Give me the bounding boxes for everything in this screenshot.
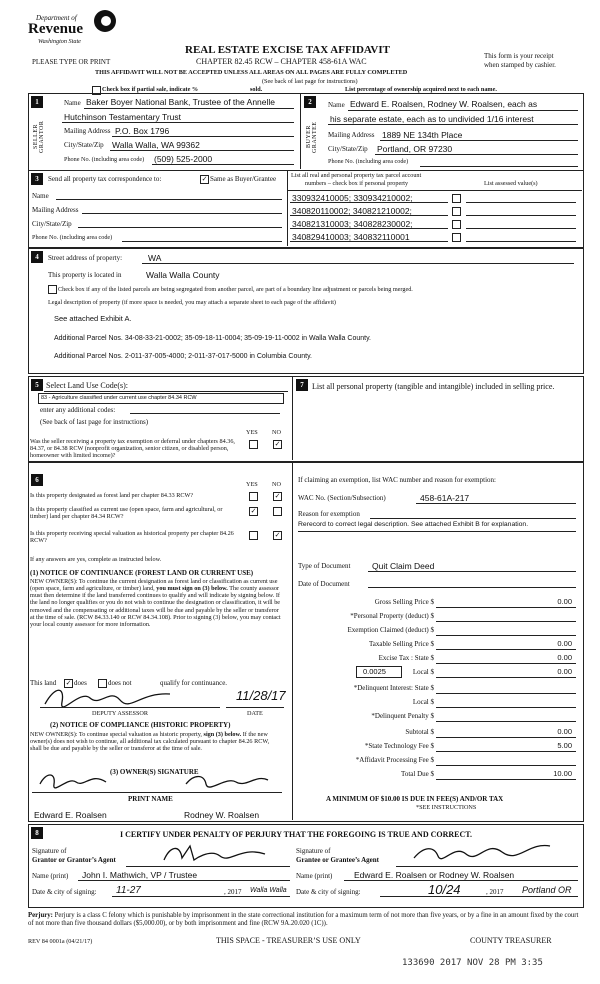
- seller-name-field[interactable]: Baker Boyer National Bank, Trustee of the Annelle: [86, 97, 276, 107]
- grantee-sig-label-1: Signature of: [296, 847, 331, 855]
- this-land-label: This land: [30, 679, 57, 687]
- see-instructions: *SEE INSTRUCTIONS: [416, 804, 477, 811]
- wac-label: WAC No. (Section/Subsection): [298, 494, 386, 502]
- treasurer-space: THIS SPACE - TREASURER’S USE ONLY: [216, 936, 361, 945]
- partial-sale-label: Check box if partial sale, indicate %: [102, 86, 199, 93]
- minimum-note: A MINIMUM OF $10.00 IS DUE IN FEE(S) AND/OR TAX: [326, 795, 504, 803]
- logo-state: Washington State: [38, 38, 81, 45]
- wac-field[interactable]: 458-61A-217: [420, 493, 470, 503]
- seller-city-label: City/State/Zip: [64, 141, 104, 149]
- seller-side-label: SELLER GRANTOR: [33, 120, 45, 154]
- compliance-title: (2) NOTICE OF COMPLIANCE (HISTORIC PROPERTY): [50, 721, 231, 729]
- personal-property-label: List all personal property (tangible and intangible) included in selling price.: [312, 382, 555, 391]
- land-use-label: Select Land Use Code(s):: [46, 381, 128, 390]
- qualify-label: qualify for continuance.: [160, 679, 228, 687]
- grantor-date-field[interactable]: 11-27: [116, 885, 141, 896]
- notice-text: [30, 578, 282, 628]
- seller-mailing-label: Mailing Address: [64, 127, 111, 135]
- grantor-sig-label-1: Signature of: [32, 847, 67, 855]
- seller-name-field-2[interactable]: Hutchinson Testamentary Trust: [64, 112, 182, 122]
- tax-row-personal-label: *Personal Property (deduct) $: [350, 612, 434, 620]
- tax-row-state-label: Excise Tax : State $: [378, 654, 434, 662]
- parcel-3-checkbox[interactable]: [452, 220, 461, 229]
- grantor-name-field[interactable]: John I. Mathwich, VP / Trustee: [82, 870, 198, 880]
- tax-row-gross-value[interactable]: 0.00: [557, 597, 572, 606]
- owner-signatures: [36, 770, 276, 792]
- land-does-label: does: [74, 679, 87, 687]
- grantee-signature[interactable]: [410, 838, 560, 864]
- compliance-text-1: NEW OWNER(S): To continue special valuation as historic property,: [30, 731, 202, 738]
- section-7-number: 7: [296, 379, 308, 391]
- tax-total-label: Total Due $: [401, 770, 434, 778]
- parcel-header-1: List all real and personal property tax parcel account: [291, 172, 422, 179]
- parcel-2-checkbox[interactable]: [452, 207, 461, 216]
- dor-logo: [28, 8, 128, 48]
- ownership-note: List percentage of ownership acquired next to each name.: [345, 86, 497, 93]
- correspondence-label: Send all property tax correspondence to:: [48, 175, 162, 183]
- receipt-note-2: when stamped by cashier.: [484, 61, 556, 69]
- land-use-no-header: NO: [272, 429, 281, 436]
- tax-row-taxable-label: Taxable Selling Price $: [368, 640, 434, 648]
- reason-field[interactable]: Rerecord to correct legal description. See attached Exhibit B for explanation.: [298, 521, 529, 528]
- land-use-yes-header: YES: [246, 429, 258, 436]
- buyer-mailing-label: Mailing Address: [328, 131, 375, 139]
- logo-revenue: Revenue: [28, 21, 83, 37]
- notice-text-2: The county assessor must then determine if the land transferred continues to qualify and will indicate by signing below. If the land no longer qualifies or you do not wish to continue the designation or classification, it will be removed and the compensating or additional taxes will be due and payable by the seller or transferor at the time of sale. (RCW 84.33.140 or RCW 84.34.108). Prior to signing (3) below, you may contact your local county assessor for more information.: [30, 585, 281, 628]
- deputy-assessor-label: DEPUTY ASSESSOR: [92, 710, 148, 717]
- owner-1-name[interactable]: Edward E. Roalsen: [34, 810, 107, 820]
- form-number: REV 84 0001a (04/21/17): [28, 938, 93, 945]
- doc-date-label: Date of Document: [298, 580, 350, 588]
- form-subtitle: CHAPTER 82.45 RCW – CHAPTER 458-61A WAC: [196, 57, 367, 66]
- local-rate-value: 0.0025: [363, 667, 386, 676]
- exemption-yes-checkbox[interactable]: [249, 440, 258, 449]
- grantor-city-field[interactable]: Walla Walla: [250, 887, 287, 894]
- forest-q1: Is this property designated as forest land per chapter 84.33 RCW?: [30, 492, 194, 499]
- buyer-side-label: BUYER GRANTEE: [306, 121, 318, 153]
- additional-parcels-2[interactable]: Additional Parcel Nos. 2-011-37-005-4000; 2-011-37-017-5000 in Columbia County.: [54, 353, 312, 360]
- seller-city-field[interactable]: Walla Walla, WA 99362: [112, 140, 200, 150]
- sold-label: sold.: [250, 86, 263, 93]
- grantee-sig-label-2: Grantee or Grantee’s Agent: [296, 856, 380, 864]
- doc-type-field[interactable]: Quit Claim Deed: [372, 561, 435, 571]
- buyer-city-field[interactable]: Portland, OR 97230: [377, 144, 453, 154]
- grantee-year: , 2017: [486, 888, 504, 896]
- notice-title: (1) NOTICE OF CONTINUANCE (FOREST LAND OR CURRENT USE): [30, 569, 254, 577]
- logo-dept: Department of: [36, 14, 77, 22]
- section-4-number: 4: [31, 251, 43, 263]
- land-does-checkbox[interactable]: ✓: [65, 679, 72, 687]
- seller-name-label: Name: [64, 99, 81, 107]
- grantor-signature[interactable]: [160, 842, 270, 866]
- parcel-2[interactable]: 340820110002; 340821210002;: [292, 206, 412, 216]
- buyer-name-field-2[interactable]: his separate estate, each as to undivided 1/16 interest: [330, 114, 534, 124]
- forest-q1-yes[interactable]: [249, 492, 258, 501]
- tax-local-value[interactable]: 0.00: [557, 667, 572, 676]
- section-5-number: 5: [31, 379, 43, 391]
- tax-delinquent-local-label: Local $: [412, 698, 434, 706]
- notice-bold: you must sign on (3) below.: [156, 585, 228, 593]
- claim-exemption-label: If claiming an exemption, list WAC number and reason for exemption:: [298, 476, 496, 484]
- forest-q2-yes[interactable]: ✓: [250, 507, 257, 515]
- section-6-number: 6: [31, 474, 43, 486]
- land-use-back-note: (See back of last page for instructions): [40, 418, 149, 426]
- corr-mailing-label: Mailing Address: [32, 206, 79, 214]
- parcel-1-checkbox[interactable]: [452, 194, 461, 203]
- section-3-number: 3: [31, 173, 43, 185]
- tax-subtotal-label: Subtotal $: [405, 728, 434, 736]
- certify-title: I CERTIFY UNDER PENALTY OF PERJURY THAT THE FOREGOING IS TRUE AND CORRECT.: [120, 830, 473, 839]
- if-yes-note: If any answers are yes, complete as instructed below.: [30, 556, 162, 563]
- tax-row-gross-label: Gross Selling Price $: [374, 598, 434, 606]
- tax-row-taxable-value[interactable]: 0.00: [557, 639, 572, 648]
- grantee-city-field[interactable]: Portland OR: [522, 885, 572, 895]
- notice-text-1: NEW OWNER(S): To continue the current designation as forest land or classification as current use (open space, farm and agriculture, or timber) land,: [30, 578, 278, 593]
- recording-stamp: 133690 2017 NOV 28 PM 3:35: [402, 958, 543, 968]
- forest-q3: Is this property receiving special valuation as historical property per chapter 84.26 RCW?: [30, 530, 234, 545]
- grantee-name-field[interactable]: Edward E. Roalsen or Rodney W. Roalsen: [354, 870, 515, 880]
- corr-phone-label: Phone No. (including area code): [32, 234, 113, 241]
- parcel-header-2: numbers – check box if personal property: [305, 180, 409, 187]
- owner-signature-label: (3) OWNER(S) SIGNATURE: [110, 768, 199, 776]
- tax-local-label: Local $: [412, 668, 434, 676]
- tax-total-value[interactable]: 10.00: [553, 769, 572, 778]
- assessor-date[interactable]: 11/28/17: [236, 688, 286, 703]
- exemption-no-checkbox[interactable]: ✓: [274, 440, 281, 448]
- street-label: Street address of property:: [48, 254, 123, 262]
- section-2-number: 2: [304, 96, 316, 108]
- additional-parcels-1[interactable]: Additional Parcel Nos. 34-08-33-21-0002; 35-09-18-11-0004; 35-09-19-11-0002 in Walla Walla County.: [54, 335, 371, 342]
- seller-phone-field[interactable]: (509) 525-2000: [154, 154, 213, 164]
- tax-technology-value[interactable]: 5.00: [557, 741, 572, 750]
- form-warning: THIS AFFIDAVIT WILL NOT BE ACCEPTED UNLESS ALL AREAS ON ALL PAGES ARE FULLY COMPLETED: [95, 69, 408, 76]
- buyer-mailing-field[interactable]: 1889 NE 134th Place: [382, 130, 463, 140]
- grantor-year: , 2017: [224, 888, 242, 896]
- land-use-code: 83 - Agriculture classified under current use chapter 84.34 RCW: [41, 395, 197, 401]
- parcel-4[interactable]: 340829410003; 340832110001: [292, 232, 410, 242]
- grantee-date-label: Date & city of signing:: [296, 888, 361, 896]
- county-treasurer: COUNTY TREASURER: [470, 936, 552, 945]
- same-as-buyer-checkbox[interactable]: ✓: [201, 175, 208, 183]
- tax-technology-label: *State Technology Fee $: [364, 742, 434, 750]
- seller-phone-label: Phone No. (including area code): [64, 156, 145, 163]
- reason-label: Reason for exemption: [298, 510, 360, 518]
- buyer-name-field[interactable]: Edward E. Roalsen, Rodney W. Roalsen, each as: [350, 99, 538, 109]
- land-use-select[interactable]: [38, 393, 284, 404]
- legal-label: Legal description of property (if more space is needed, you may attach a separate sheet to each page of the affidavit): [48, 299, 336, 306]
- back-page-note: (See back of last page for instructions): [262, 78, 358, 85]
- perjury-text: Perjury is a class C felony which is punishable by imprisonment in the state correctional institution for a maximum term of not more than five years, or by a fine in an amount fixed by the court of not more than five thousand dollars ($5,000.00), or by both imprisonment and fine (RCW 9A.20.020 (1C)).: [28, 912, 579, 927]
- located-label: This property is located in: [48, 271, 122, 279]
- print-note: PLEASE TYPE OR PRINT: [32, 58, 111, 66]
- corr-city-label: City/State/Zip: [32, 220, 72, 228]
- assessed-header: List assessed value(s): [484, 180, 538, 187]
- tax-subtotal-value[interactable]: 0.00: [557, 727, 572, 736]
- seller-mailing-field[interactable]: P.O. Box 1796: [115, 126, 170, 136]
- perjury-bold: Perjury:: [28, 912, 53, 919]
- forest-q1-no[interactable]: ✓: [274, 492, 281, 500]
- perjury-notice: [28, 912, 582, 928]
- grantee-name-label: Name (print): [296, 872, 333, 880]
- parcel-3[interactable]: 340821310003; 340828230002;: [292, 219, 413, 229]
- exemption-question: Was the seller receiving a property tax exemption or deferral under chapters 84.36, 84.37, or 84.38 RCW (nonprofit organization, senior citizen, or disabled person, homeowner with limited income)?: [30, 438, 235, 460]
- segregated-label: Check box if any of the listed parcels are being segregated from another parcel, are part of a boundary line adjustment or parcels being merged.: [58, 286, 413, 293]
- grantor-date-label: Date & city of signing:: [32, 888, 97, 896]
- corr-name-label: Name: [32, 192, 49, 200]
- parcel-1[interactable]: 330932410005; 330934210002;: [292, 193, 413, 203]
- land-does-not-label: does not: [108, 679, 132, 687]
- grantee-date-field[interactable]: 10/24: [428, 882, 461, 897]
- same-as-buyer-label: Same as Buyer/Grantee: [210, 175, 277, 183]
- section-8-number: 8: [31, 827, 43, 839]
- compliance-text: [30, 731, 282, 752]
- forest-q3-no[interactable]: ✓: [274, 531, 281, 539]
- compliance-text-2: If the new owner(s) does not wish to continue, all additional tax calculated pursuant to chapter 84.26 RCW, shall be due and payable by the seller or transferor at the time of sale.: [30, 731, 270, 753]
- forest-q2: Is this property classified as current use (open space, farm and agricultural, or timber) land per chapter 84.34 RCW?: [30, 506, 223, 521]
- buyer-name-label: Name: [328, 101, 345, 109]
- print-name-label: PRINT NAME: [128, 795, 173, 803]
- grantor-name-label: Name (print): [32, 872, 69, 880]
- segregated-checkbox[interactable]: [48, 285, 57, 294]
- tax-processing-label: *Affidavit Processing Fee $: [355, 756, 434, 764]
- street-field[interactable]: WA: [148, 253, 162, 263]
- section-1-number: 1: [31, 96, 43, 108]
- tax-row-exemption-label: Exemption Claimed (deduct) $: [347, 626, 434, 634]
- forest-q2-no[interactable]: [273, 507, 282, 516]
- compliance-bold: sign (3) below.: [203, 731, 242, 738]
- receipt-note-1: This form is your receipt: [484, 52, 554, 60]
- doc-type-label: Type of Document: [298, 562, 351, 570]
- legal-field[interactable]: See attached Exhibit A.: [54, 314, 132, 323]
- owner-2-name[interactable]: Rodney W. Roalsen: [184, 810, 260, 820]
- parcel-4-checkbox[interactable]: [452, 233, 461, 242]
- tax-delinquent-state-label: *Delinquent Interest: State $: [353, 684, 434, 692]
- tax-delinquent-penalty-label: *Delinquent Penalty $: [371, 712, 434, 720]
- forest-q3-yes[interactable]: [249, 531, 258, 540]
- forest-no-header: NO: [272, 481, 281, 488]
- assessor-date-label: DATE: [247, 710, 263, 717]
- tax-row-state-value[interactable]: 0.00: [557, 653, 572, 662]
- grantor-sig-label-2: Grantor or Grantor’s Agent: [32, 856, 116, 864]
- located-field[interactable]: Walla Walla County: [146, 270, 220, 280]
- additional-codes-label: enter any additional codes:: [40, 406, 116, 414]
- buyer-phone-label: Phone No. (including area code): [328, 158, 409, 165]
- forest-yes-header: YES: [246, 481, 258, 488]
- buyer-city-label: City/State/Zip: [328, 145, 368, 153]
- form-title: REAL ESTATE EXCISE TAX AFFIDAVIT: [185, 44, 390, 56]
